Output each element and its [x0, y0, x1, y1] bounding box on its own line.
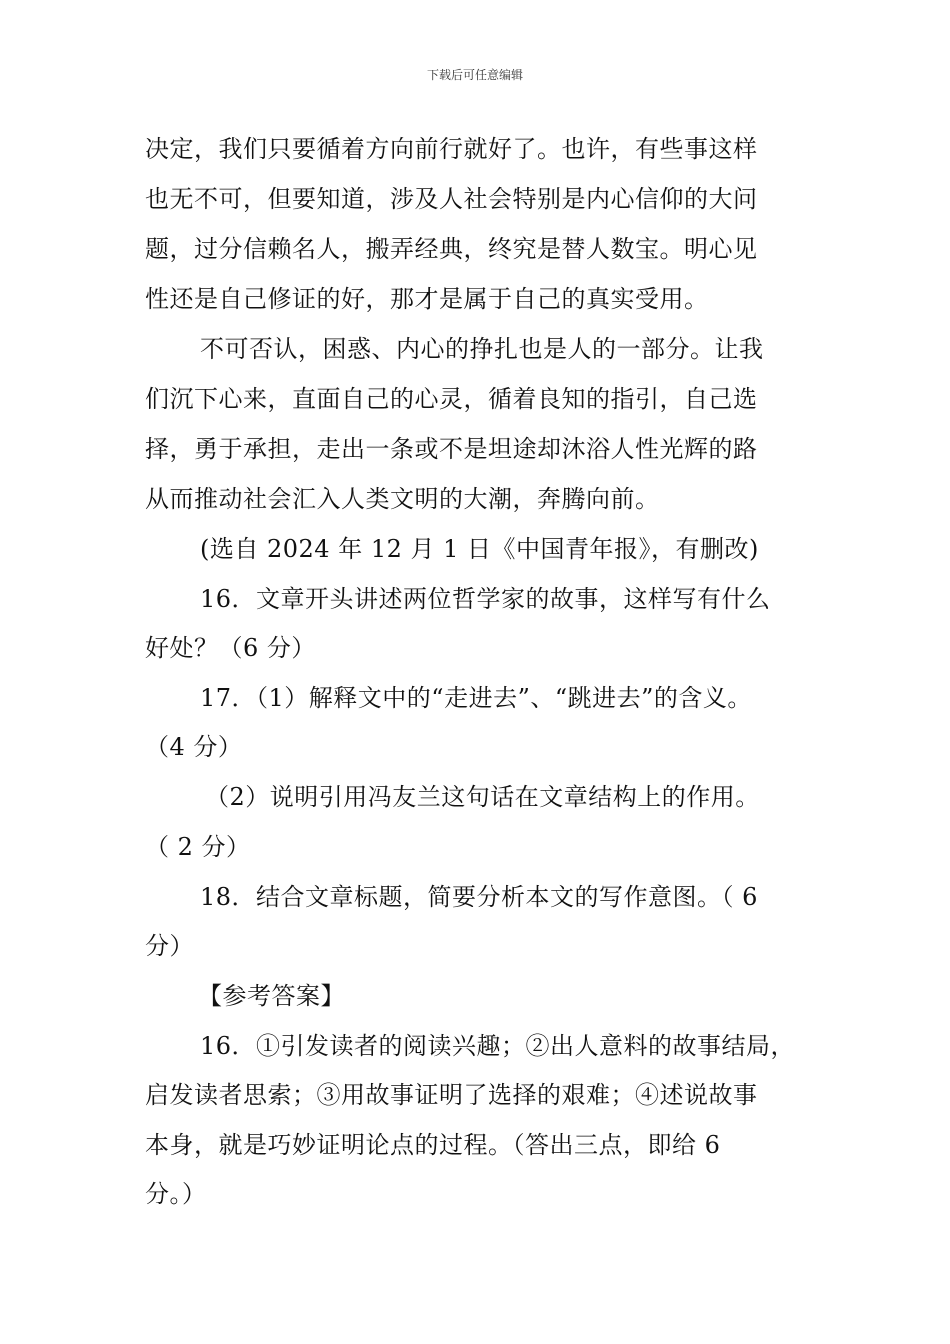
page-header-note: 下载后可任意编辑 [426, 68, 523, 82]
source-citation: (选自 2024 年 12 月 1 日《中国青年报》，有删改) [200, 535, 759, 563]
question-18-continued: 分） [145, 932, 194, 960]
answer-16-line: 本身，就是巧妙证明论点的过程。（答出三点，即给 6 [145, 1131, 721, 1159]
passage-paragraph-start: 不可否认，困惑、内心的挣扎也是人的一部分。让我 [200, 335, 764, 363]
passage-line: 择，勇于承担，走出一条或不是坦途却沐浴人性光辉的路 [145, 435, 758, 463]
answer-16-line: 启发读者思索；③用故事证明了选择的艰难；④述说故事 [145, 1081, 758, 1109]
question-17-part-2: （2）说明引用冯友兰这句话在文章结构上的作用。 [205, 783, 760, 811]
passage-line: 性还是自己修证的好，那才是属于自己的真实受用。 [145, 285, 709, 313]
question-17-part-2-score: （ 2 分） [145, 833, 251, 861]
question-17-part-1: 17．（1）解释文中的“走进去”、“跳进去”的含义。 [200, 684, 752, 712]
answer-16-line: 分。） [145, 1180, 207, 1208]
answer-key-heading: 【参考答案】 [198, 982, 345, 1010]
passage-line: 们沉下心来，直面自己的心灵，循着良知的指引，自己选 [145, 385, 758, 413]
answer-16-line: 16．①引发读者的阅读兴趣；②出人意料的故事结局， [200, 1032, 796, 1060]
passage-line: 决定，我们只要循着方向前行就好了。也许，有些事这样 [145, 135, 758, 163]
question-16: 16．文章开头讲述两位哲学家的故事，这样写有什么 [200, 585, 771, 613]
question-16-continued: 好处？（6 分） [145, 634, 316, 662]
passage-line: 题，过分信赖名人，搬弄经典，终究是替人数宝。明心见 [145, 235, 758, 263]
passage-line: 也无不可，但要知道，涉及人社会特别是内心信仰的大问 [145, 185, 758, 213]
question-17-part-1-score: （4 分） [145, 733, 243, 761]
question-18: 18．结合文章标题，简要分析本文的写作意图。（ 6 [200, 883, 758, 911]
passage-line: 从而推动社会汇入人类文明的大潮，奔腾向前。 [145, 485, 660, 513]
